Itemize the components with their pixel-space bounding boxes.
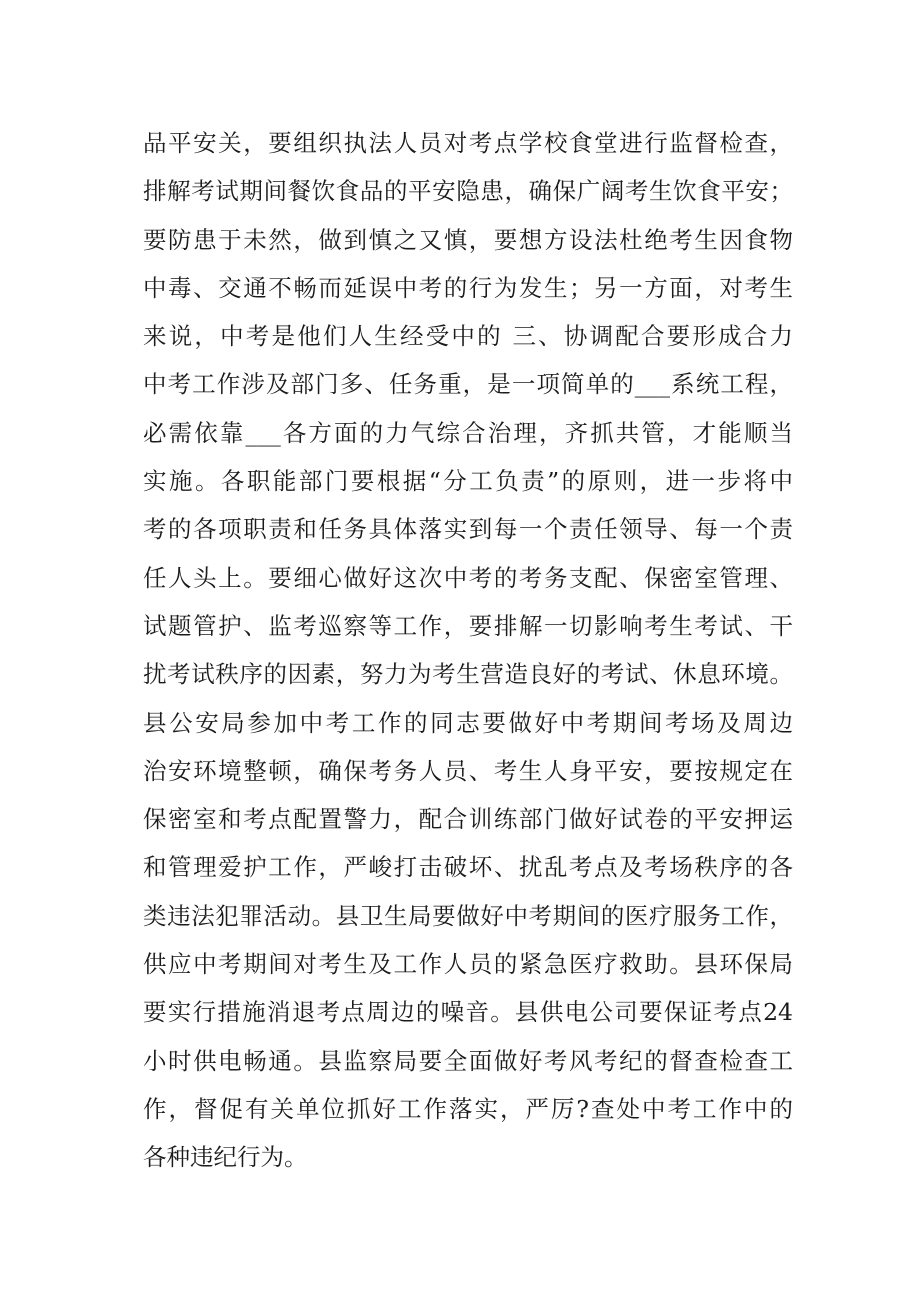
body-text — [143, 119, 793, 1182]
text-line: 类违法犯罪活动。县卫生局要做好中考期间的医疗服务工作， — [143, 901, 793, 930]
text-line: 必需依靠___各方面的力气综合治理，齐抓共管，才能顺当 — [143, 418, 793, 447]
text-line: 排解考试期间餐饮食品的平安隐患，确保广阔考生饮食平安； — [143, 177, 793, 206]
text-line: 品平安关，要组织执法人员对考点学校食堂进行监督检查， — [143, 129, 793, 157]
text-line: 供应中考期间对考生及工作人员的紧急医疗救助。县环保局 — [143, 950, 793, 979]
text-line: 作，督促有关单位抓好工作落实，严厉?查处中考工作中的 — [143, 1094, 793, 1123]
text-line: 实施。各职能部门要根据“分工负责”的原则，进一步将中 — [143, 467, 793, 496]
text-line: 小时供电畅通。县监察局要全面做好考风考纪的督查检查工 — [143, 1046, 793, 1075]
text-line: 中考工作涉及部门多、任务重，是一项简单的___系统工程， — [143, 370, 793, 399]
text-line: 扰考试秩序的因素，努力为考生营造良好的考试、休息环境。 — [143, 660, 793, 689]
text-line: 试题管护、监考巡察等工作，要排解一切影响考生考试、干 — [143, 611, 793, 640]
text-line: 要防患于未然，做到慎之又慎，要想方设法杜绝考生因食物 — [143, 225, 793, 254]
text-line: 县公安局参加中考工作的同志要做好中考期间考场及周边 — [143, 708, 793, 737]
text-line: 来说，中考是他们人生经受中的 三、协调配合要形成合力 — [143, 322, 793, 351]
text-line: 各种违纪行为。 — [143, 1143, 308, 1172]
text-line: 要实行措施消退考点周边的噪音。县供电公司要保证考点24 — [143, 998, 793, 1027]
text-line: 治安环境整顿，确保考务人员、考生人身平安，要按规定在 — [143, 756, 793, 785]
text-line: 和管理爱护工作，严峻打击破坏、扰乱考点及考场秩序的各 — [143, 853, 793, 882]
text-line: 考的各项职责和任务具体落实到每一个责任领导、每一个责 — [143, 515, 793, 544]
text-line: 中毒、交通不畅而延误中考的行为发生；另一方面，对考生 — [143, 273, 793, 302]
text-line: 任人头上。要细心做好这次中考的考务支配、保密室管理、 — [143, 563, 793, 592]
text-line: 保密室和考点配置警力，配合训练部门做好试卷的平安押运 — [143, 805, 793, 834]
